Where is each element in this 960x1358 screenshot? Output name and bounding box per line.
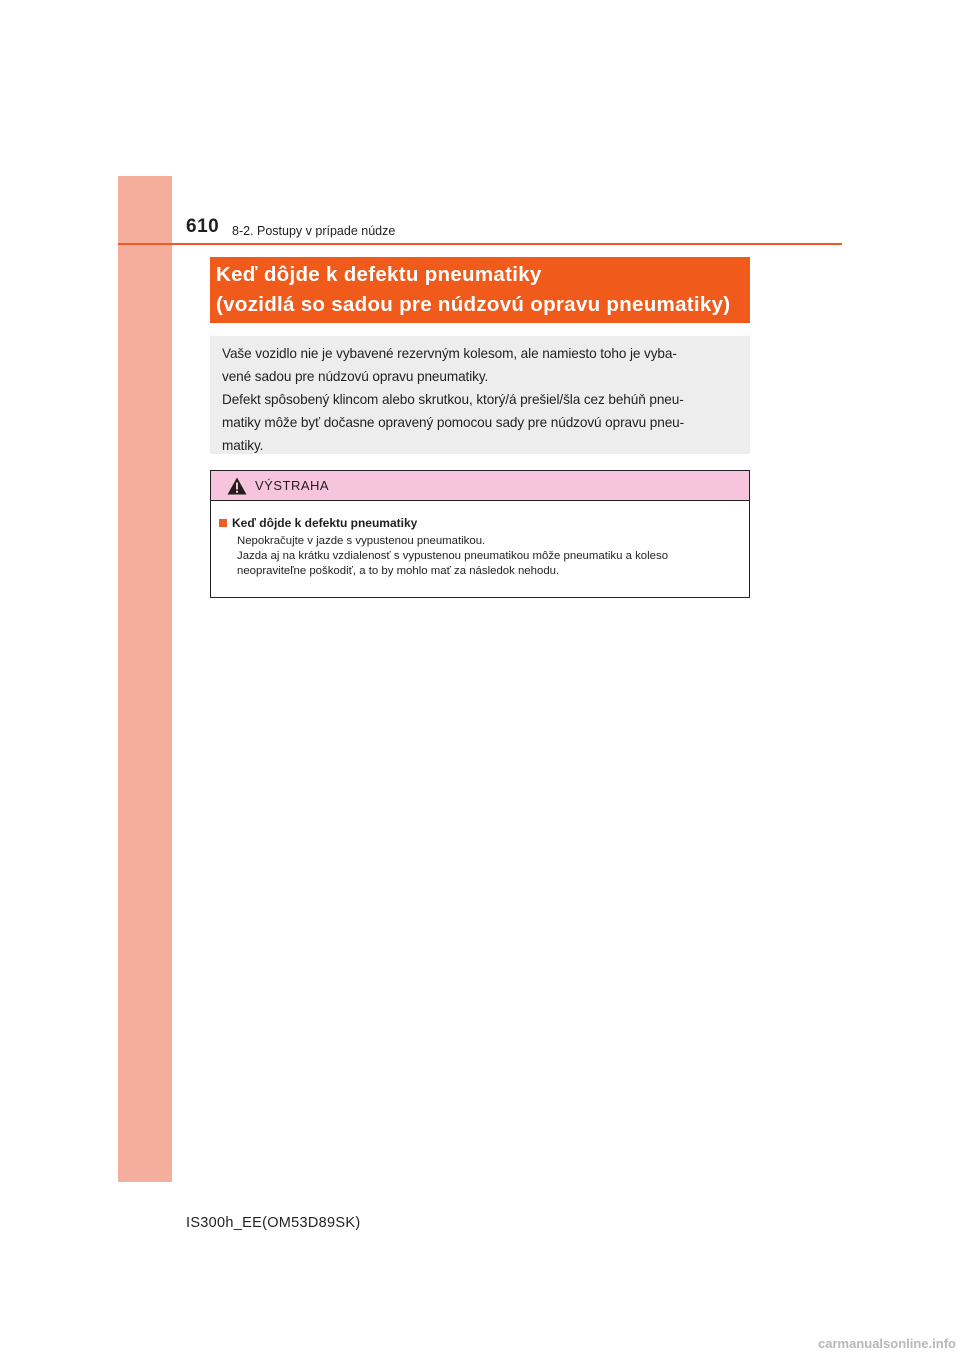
intro-line: vené sadou pre núdzovú opravu pneumatiky.	[222, 369, 489, 384]
intro-line: Vaše vozidlo nie je vybavené rezervným kolesom, ale namiesto toho je vyba-	[222, 346, 677, 361]
warning-item-title-row	[219, 515, 741, 531]
heading-line-1: Keď dôjde k defektu pneumatiky	[216, 263, 542, 286]
warning-text-line: Jazda aj na krátku vzdialenosť s vypustenou pneumatikou môže pneumatiku a koleso	[237, 550, 669, 562]
warning-text	[237, 534, 741, 579]
warning-label: VÝSTRAHA	[255, 478, 330, 493]
warning-item-title: Keď dôjde k defektu pneumatiky	[232, 516, 418, 530]
header-rule	[118, 243, 842, 245]
warning-box	[210, 470, 750, 598]
intro-box	[210, 336, 750, 454]
square-bullet-icon	[219, 519, 227, 527]
intro-line: matiky môže byť dočasne opravený pomocou sady pre núdzovú opravu pneu-	[222, 415, 685, 430]
warning-body	[211, 501, 749, 579]
page-number: 610	[186, 216, 220, 237]
footer-document-code: IS300h_EE(OM53D89SK)	[186, 1215, 361, 1231]
intro-line: matiky.	[222, 438, 264, 453]
warning-triangle-icon	[227, 477, 247, 495]
chapter-side-tab	[118, 176, 172, 1182]
intro-line: Defekt spôsobený klincom alebo skrutkou, ktorý/á prešiel/šla cez behúň pneu-	[222, 392, 684, 407]
warning-header	[211, 471, 749, 501]
watermark: carmanualsonline.info	[818, 1336, 956, 1351]
warning-text-line: neopraviteľne poškodiť, a to by mohlo mať za následok nehodu.	[237, 565, 560, 577]
section-title: 8-2. Postupy v prípade núdze	[232, 224, 396, 238]
page-heading	[210, 257, 750, 323]
warning-text-line: Nepokračujte v jazde s vypustenou pneumatikou.	[237, 535, 486, 547]
heading-line-2: (vozidlá so sadou pre núdzovú opravu pneumatiky)	[216, 293, 731, 316]
